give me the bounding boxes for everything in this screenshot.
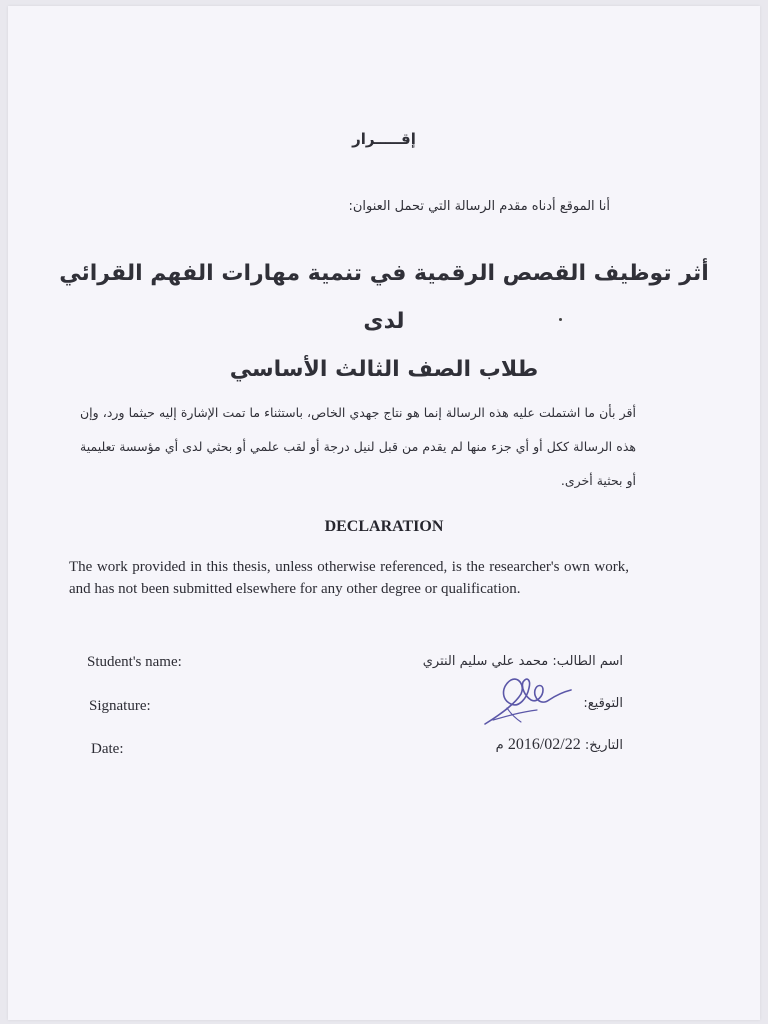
date-label-ar: التاريخ:: [584, 738, 623, 753]
declaration-body: The work provided in this thesis, unless otherwise referenced, is the researcher's own work, and has not been submitted elsewhere for any other degree or qualification.: [69, 559, 629, 597]
declaration-title: DECLARATION: [324, 518, 444, 535]
date-suffix-ar: م: [495, 738, 504, 753]
stray-ink-dot: [559, 318, 562, 321]
arabic-declaration-body: أقر بأن ما اشتملت عليه هذه الرسالة إنما هو نتاج جهدي الخاص، باستثناء ما تمت الإشارة إليه حيثما ورد، وإن هذه الرسالة ككل أو أي جزء منها لم يقدم من قبل لنيل درجة أو لقب علمي أو بحثي لدى أي مؤسسة تعليمية أو بحثية أخرى.: [80, 405, 636, 488]
handwritten-signature: [471, 670, 575, 728]
arabic-declaration-title: إقـــــرار: [352, 130, 416, 148]
thesis-title: [48, 250, 720, 394]
thesis-title-line-1: أثر توظيف القصص الرقمية في تنمية مهارات الفهم القرائي لدى: [59, 261, 709, 334]
arabic-intro-line: أنا الموقع أدناه مقدم الرسالة التي تحمل العنوان:: [348, 199, 610, 214]
student-name-label: Student's name:: [87, 654, 182, 670]
thesis-title-line-2: طلاب الصف الثالث الأساسي: [229, 357, 539, 382]
student-name-label-ar: اسم الطالب:: [552, 654, 623, 669]
signature-label-ar: التوقيع:: [583, 696, 623, 711]
date-field-ar: [496, 736, 623, 754]
student-name-value: محمد علي سليم النتري: [422, 654, 549, 669]
document-page: [8, 6, 760, 1020]
date-label: Date:: [91, 741, 124, 757]
date-value: 2016/02/22: [507, 736, 581, 753]
signature-label: Signature:: [89, 698, 151, 714]
student-name-field-ar: [423, 654, 623, 669]
